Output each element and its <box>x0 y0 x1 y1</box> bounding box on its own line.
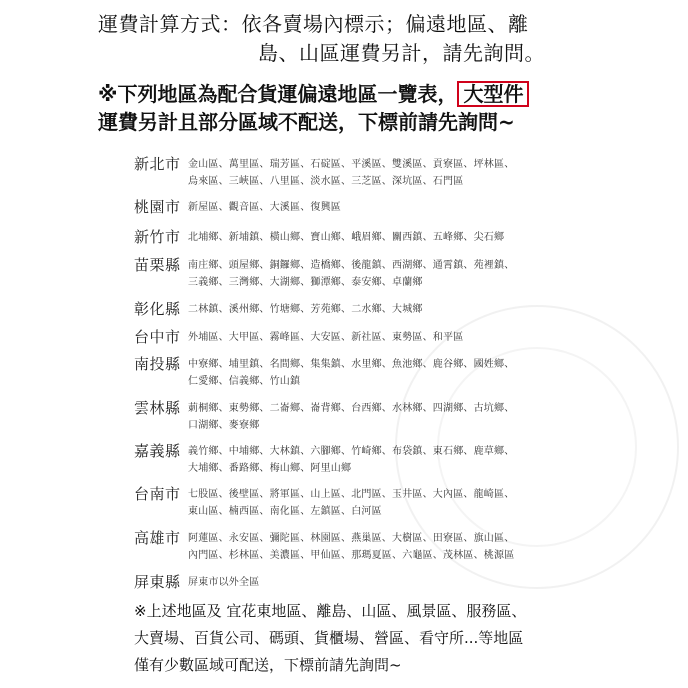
county-name: 新竹市 <box>134 228 181 246</box>
district-list <box>188 529 578 564</box>
intro-line-1: 運費計算方式：依各賣場內標示；偏遠地區、離 <box>98 12 529 36</box>
district-list <box>188 328 578 346</box>
district-line: 七股區、後壁區、將軍區、山上區、北門區、玉井區、大內區、龍崎區、 <box>188 489 515 500</box>
notice-line-1 <box>98 80 678 108</box>
county-name: 台南市 <box>134 485 181 503</box>
county-name: 高雄市 <box>134 529 181 547</box>
district-list <box>188 573 578 591</box>
region-row <box>134 573 584 591</box>
district-line: 大埔鄉、番路鄉、梅山鄉、阿里山鄉 <box>188 463 352 474</box>
region-row <box>134 198 584 216</box>
footnote <box>134 598 674 679</box>
remote-area-notice <box>98 80 678 136</box>
notice-line-2: 運費另計且部分區域不配送，下標前請先詢問~ <box>98 110 515 134</box>
large-item-highlight: 大型件 <box>457 81 529 107</box>
region-row <box>134 228 584 246</box>
district-line: 烏來區、三峽區、八里區、淡水區、三芝區、深坑區、石門區 <box>188 176 464 187</box>
county-name: 屏東縣 <box>134 573 181 591</box>
county-name: 新北市 <box>134 155 181 173</box>
region-row <box>134 155 584 190</box>
county-name: 嘉義縣 <box>134 442 181 460</box>
district-list <box>188 228 578 246</box>
district-line: 屏東市以外全區 <box>188 577 260 588</box>
footnote-line-1: ※上述地區及 宜花東地區、離島、山區、風景區、服務區、 <box>134 602 527 620</box>
footnote-line-3: 僅有少數區域可配送，下標前請先詢問~ <box>134 656 402 674</box>
county-name: 桃園市 <box>134 198 181 216</box>
region-row <box>134 328 584 346</box>
district-line: 阿蓮區、永安區、彌陀區、林園區、燕巢區、大樹區、田寮區、旗山區、 <box>188 533 515 544</box>
district-line: 中寮鄉、埔里鎮、名間鄉、集集鎮、水里鄉、魚池鄉、鹿谷鄉、國姓鄉、 <box>188 359 515 370</box>
district-list <box>188 155 578 190</box>
district-list <box>188 399 578 434</box>
shipping-intro <box>98 10 658 68</box>
intro-line-2: 島、山區運費另計，請先詢問。 <box>258 41 545 65</box>
district-line: 莿桐鄉、東勢鄉、二崙鄉、崙背鄉、台西鄉、水林鄉、四湖鄉、古坑鄉、 <box>188 403 515 414</box>
district-line: 內門區、杉林區、美濃區、甲仙區、那瑪夏區、六龜區、茂林區、桃源區 <box>188 550 515 561</box>
district-list <box>188 256 578 291</box>
county-name: 雲林縣 <box>134 399 181 417</box>
county-name: 苗栗縣 <box>134 256 181 274</box>
county-name: 彰化縣 <box>134 300 181 318</box>
district-list <box>188 442 578 477</box>
district-line: 北埔鄉、新埔鎮、橫山鄉、寶山鄉、峨眉鄉、關西鎮、五峰鄉、尖石鄉 <box>188 232 505 243</box>
region-row <box>134 256 584 291</box>
region-row <box>134 529 584 564</box>
county-name: 台中市 <box>134 328 181 346</box>
region-row <box>134 300 584 318</box>
district-line: 仁愛鄉、信義鄉、竹山鎮 <box>188 376 301 387</box>
district-line: 外埔區、大甲區、霧峰區、大安區、新社區、東勢區、和平區 <box>188 332 464 343</box>
region-row <box>134 399 584 434</box>
district-line: 口湖鄉、麥寮鄉 <box>188 420 260 431</box>
district-list <box>188 198 578 216</box>
region-row <box>134 442 584 477</box>
district-line: 東山區、楠西區、南化區、左鎮區、白河區 <box>188 506 382 517</box>
notice-line-1-text: ※下列地區為配合貨運偏遠地區一覽表， <box>98 82 458 106</box>
district-list <box>188 300 578 318</box>
county-name: 南投縣 <box>134 355 181 373</box>
district-list <box>188 355 578 390</box>
district-line: 二林鎮、溪州鄉、竹塘鄉、芳苑鄉、二水鄉、大城鄉 <box>188 304 423 315</box>
footnote-line-2: 大賣場、百貨公司、碼頭、貨櫃場、營區、看守所...等地區 <box>134 629 524 647</box>
district-list <box>188 485 578 520</box>
district-line: 三義鄉、三灣鄉、大湖鄉、獅潭鄉、泰安鄉、卓蘭鄉 <box>188 277 423 288</box>
remote-region-table <box>134 155 584 599</box>
district-line: 金山區、萬里區、瑞芳區、石碇區、平溪區、雙溪區、貢寮區、坪林區、 <box>188 159 515 170</box>
region-row <box>134 485 584 520</box>
district-line: 義竹鄉、中埔鄉、大林鎮、六腳鄉、竹崎鄉、布袋鎮、東石鄉、鹿草鄉、 <box>188 446 515 457</box>
district-line: 新屋區、觀音區、大溪區、復興區 <box>188 202 341 213</box>
region-row <box>134 355 584 390</box>
district-line: 南庄鄉、頭屋鄉、銅鑼鄉、造橋鄉、後龍鎮、西湖鄉、通霄鎮、苑裡鎮、 <box>188 260 515 271</box>
